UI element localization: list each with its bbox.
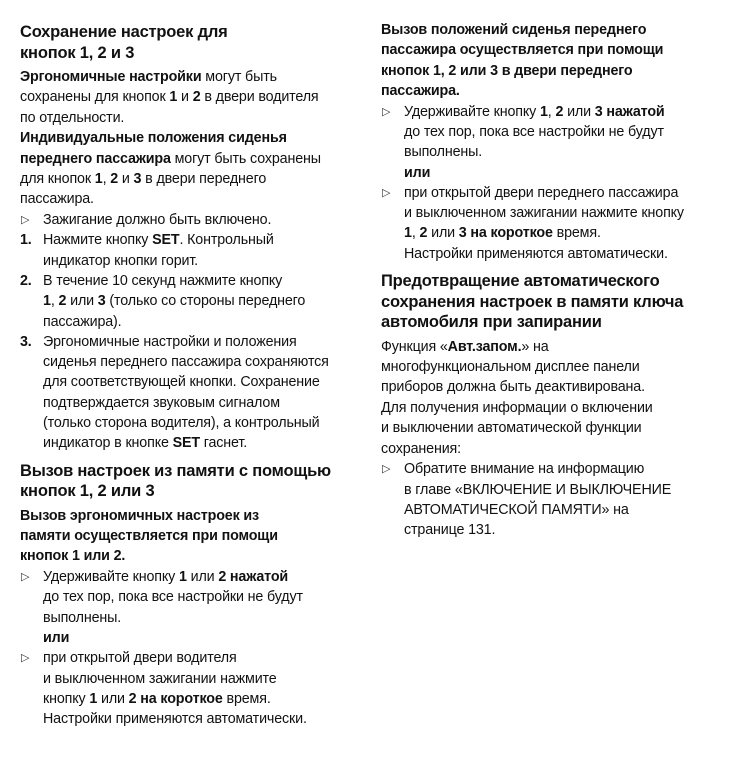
text: кнопок 1, 2 или 3 xyxy=(20,482,155,501)
text-line xyxy=(381,40,731,60)
bullet-item xyxy=(381,459,731,540)
text: » на xyxy=(521,338,549,355)
text: , xyxy=(102,170,111,187)
bold-text: 2 xyxy=(192,89,201,106)
text: (только со стороны переднего xyxy=(105,293,306,310)
bullet-item xyxy=(20,210,370,230)
text: , xyxy=(547,103,556,120)
triangle-bullet-icon: ▷ xyxy=(21,214,30,227)
text: Нажмите кнопку xyxy=(43,232,153,249)
text: Сохранение настроек для xyxy=(20,23,228,41)
bold-text: 1 xyxy=(169,89,178,106)
text-line xyxy=(43,689,370,709)
text: Функция « xyxy=(381,338,448,355)
text-line xyxy=(381,292,731,313)
text-line xyxy=(43,567,370,587)
text-line xyxy=(43,628,370,648)
text: Вызов настроек из памяти с помощью xyxy=(20,461,331,480)
text: и выключенном зажигании нажмите кнопку xyxy=(404,205,684,222)
text-line xyxy=(43,210,370,230)
text: Эргономичные настройки и положения xyxy=(43,333,297,350)
step-number: 3. xyxy=(20,333,32,350)
text: (только сторона водителя), а контрольный xyxy=(43,415,320,432)
text: время. xyxy=(222,690,271,707)
text-line xyxy=(381,337,731,357)
text: автомобиля при запирании xyxy=(381,313,602,332)
bold-text: 3 xyxy=(133,170,142,187)
text-line xyxy=(20,481,370,502)
text: подтверждается звуковым сигналом xyxy=(43,394,280,411)
bold-text: 1 xyxy=(539,103,548,120)
right-column xyxy=(381,20,731,541)
text-line xyxy=(43,393,370,413)
bold-text: SET xyxy=(172,435,200,452)
text-line xyxy=(43,648,370,668)
text-line xyxy=(381,377,731,397)
text: Настройки применяются автоматически. xyxy=(43,711,307,728)
triangle-bullet-icon: ▷ xyxy=(382,105,391,118)
text-line xyxy=(20,169,370,189)
triangle-bullet-icon: ▷ xyxy=(21,652,30,665)
text-line xyxy=(43,413,370,433)
bullet-item xyxy=(381,183,731,264)
triangle-bullet-icon: ▷ xyxy=(382,463,391,476)
bold-text: 3 на короткое xyxy=(458,225,553,242)
paragraph xyxy=(20,506,370,567)
bold-text: пассажира осуществляется при помощи xyxy=(381,42,664,59)
text-line xyxy=(404,459,731,479)
text-line xyxy=(20,526,370,546)
text: Зажигание должно быть включено. xyxy=(43,212,272,229)
section-heading xyxy=(20,461,370,502)
text: сиденья переднего пассажира сохраняются xyxy=(43,354,329,371)
text-line xyxy=(43,291,370,311)
paragraph xyxy=(381,398,731,459)
bold-text: 1 xyxy=(178,569,187,586)
text: Обратите внимание на информацию xyxy=(404,461,645,478)
text-line xyxy=(404,183,731,203)
text: , xyxy=(411,225,420,242)
text-line xyxy=(20,87,370,107)
text-line xyxy=(20,67,370,87)
text-line xyxy=(20,546,370,566)
text: в главе «ВКЛЮЧЕНИЕ И ВЫКЛЮЧЕНИЕ xyxy=(404,481,672,498)
text: АВТОМАТИЧЕСКОЙ ПАМЯТИ» на xyxy=(404,501,629,518)
text-line xyxy=(404,142,731,162)
text: или xyxy=(43,629,70,646)
text-line xyxy=(381,81,731,101)
numbered-step xyxy=(20,332,370,454)
text-line xyxy=(404,480,731,500)
bold-text: 1 xyxy=(89,690,98,707)
bold-text: переднего пассажира xyxy=(20,150,171,167)
bold-text: SET xyxy=(152,232,180,249)
left-column xyxy=(20,20,370,729)
paragraph xyxy=(20,67,370,128)
text-line xyxy=(404,203,731,223)
bullet-item xyxy=(20,648,370,729)
bullet-item xyxy=(20,567,370,628)
text: или xyxy=(66,293,98,310)
text: . Контрольный xyxy=(179,232,274,249)
text: пассажира. xyxy=(20,191,94,208)
text-line xyxy=(20,149,370,169)
or-separator xyxy=(20,628,370,648)
text-line xyxy=(404,163,731,183)
text: выполнены. xyxy=(43,609,122,626)
text: кнопку xyxy=(43,690,90,707)
numbered-step xyxy=(20,271,370,332)
text: и xyxy=(177,89,193,106)
text-line xyxy=(381,418,731,438)
text-line xyxy=(381,20,731,40)
text: до тех пор, пока все настройки не будут xyxy=(404,123,664,140)
bold-text: 3 нажатой xyxy=(594,103,665,120)
text: или xyxy=(97,690,129,707)
text: и выключенном зажигании нажмите xyxy=(43,670,277,687)
text: сохранения настроек в памяти ключа xyxy=(381,292,684,311)
text-line xyxy=(404,102,731,122)
text: или xyxy=(427,225,459,242)
or-separator xyxy=(381,163,731,183)
text-line xyxy=(43,608,370,628)
paragraph xyxy=(381,20,731,101)
bold-text: кнопок 1, 2 или 3 в двери переднего xyxy=(381,62,633,79)
text: или xyxy=(404,164,431,181)
text: гаснет. xyxy=(199,435,248,452)
text-line xyxy=(43,251,370,271)
text: многофункциональном дисплее панели xyxy=(381,358,640,375)
text-line xyxy=(43,587,370,607)
text: пассажира). xyxy=(43,313,122,330)
text: при открытой двери переднего пассажира xyxy=(404,184,679,201)
text: сохранены для кнопок xyxy=(20,89,170,106)
bold-text: 3 xyxy=(97,293,106,310)
paragraph xyxy=(381,337,731,398)
text-line xyxy=(43,230,370,250)
bold-text: Вызов положений сиденья переднего xyxy=(381,22,647,38)
bold-text: 1 xyxy=(94,170,103,187)
bold-text: 1 xyxy=(404,225,412,242)
text: или xyxy=(186,569,219,586)
text-line xyxy=(43,332,370,352)
bold-text: Эргономичные настройки xyxy=(20,69,202,85)
text-line xyxy=(43,312,370,332)
text-line xyxy=(404,520,731,540)
text-line xyxy=(43,352,370,372)
text-line xyxy=(381,271,731,292)
step-number: 2. xyxy=(20,272,32,289)
text: могут быть сохранены xyxy=(170,150,321,167)
text-line xyxy=(404,500,731,520)
bold-text: 2 xyxy=(110,170,119,187)
text: в двери водителя xyxy=(200,89,319,106)
text: для соответствующей кнопки. Сохранение xyxy=(43,374,320,391)
text-line xyxy=(404,122,731,142)
paragraph xyxy=(20,128,370,209)
text: В течение 10 секунд нажмите кнопку xyxy=(43,272,283,289)
text-line xyxy=(20,461,370,482)
text-line xyxy=(20,189,370,209)
text-line xyxy=(43,669,370,689)
bold-text: Индивидуальные положения сиденья xyxy=(20,130,287,147)
text: индикатор в кнопке xyxy=(43,435,173,452)
text: в двери переднего xyxy=(141,170,267,187)
step-number: 1. xyxy=(20,232,32,249)
text: по отдельности. xyxy=(20,109,125,126)
section-heading xyxy=(20,22,370,63)
text: Настройки применяются автоматически. xyxy=(404,245,668,262)
text-line xyxy=(43,271,370,291)
text-line xyxy=(20,128,370,148)
text-line xyxy=(381,398,731,418)
text-line xyxy=(43,709,370,729)
bold-text: 1 xyxy=(43,293,51,310)
bold-text: пассажира. xyxy=(381,82,460,99)
text: кнопок 1, 2 и 3 xyxy=(20,43,135,62)
text: могут быть xyxy=(201,69,277,85)
bold-text: Авт.запом. xyxy=(447,338,522,355)
text: при открытой двери водителя xyxy=(43,650,237,667)
bold-text: 2 xyxy=(419,225,428,242)
bold-text: 2 xyxy=(58,293,67,310)
bold-text: Вызов эргономичных настроек из xyxy=(20,507,260,524)
text: индикатор кнопки горит. xyxy=(43,252,199,269)
triangle-bullet-icon: ▷ xyxy=(21,571,30,584)
section-heading xyxy=(381,271,731,333)
text: сохранения: xyxy=(381,440,461,457)
text: и xyxy=(118,170,134,187)
text-line xyxy=(381,439,731,459)
text: выполнены. xyxy=(404,144,483,161)
triangle-bullet-icon: ▷ xyxy=(382,186,391,199)
text: до тех пор, пока все настройки не будут xyxy=(43,589,303,606)
text-line xyxy=(43,433,370,453)
text-line xyxy=(381,312,731,333)
text: или xyxy=(563,103,595,120)
text-line xyxy=(404,223,731,243)
bold-text: 2 на короткое xyxy=(128,690,223,707)
text: приборов должна быть деактивирована. xyxy=(381,379,645,396)
text: Удерживайте кнопку xyxy=(404,103,540,120)
text-line xyxy=(20,108,370,128)
text: Предотвращение автоматического xyxy=(381,272,660,291)
text: и выключении автоматической функции xyxy=(381,420,642,437)
bold-text: 2 xyxy=(555,103,564,120)
bold-text: кнопок 1 или 2. xyxy=(20,548,126,565)
text-line xyxy=(381,357,731,377)
text: Удерживайте кнопку xyxy=(43,569,179,586)
text-line xyxy=(20,22,370,43)
bold-text: 2 нажатой xyxy=(218,569,289,586)
text-line xyxy=(20,43,370,64)
text-line xyxy=(404,244,731,264)
text: Для получения информации о включении xyxy=(381,399,653,416)
text: странице 131. xyxy=(404,522,496,539)
text-line xyxy=(381,61,731,81)
text-line xyxy=(43,372,370,392)
text: для кнопок xyxy=(20,170,95,187)
bold-text: памяти осуществляется при помощи xyxy=(20,527,278,544)
numbered-step xyxy=(20,230,370,271)
text-line xyxy=(20,506,370,526)
bullet-item xyxy=(381,102,731,163)
text: время. xyxy=(552,225,601,242)
text: , xyxy=(50,293,59,310)
